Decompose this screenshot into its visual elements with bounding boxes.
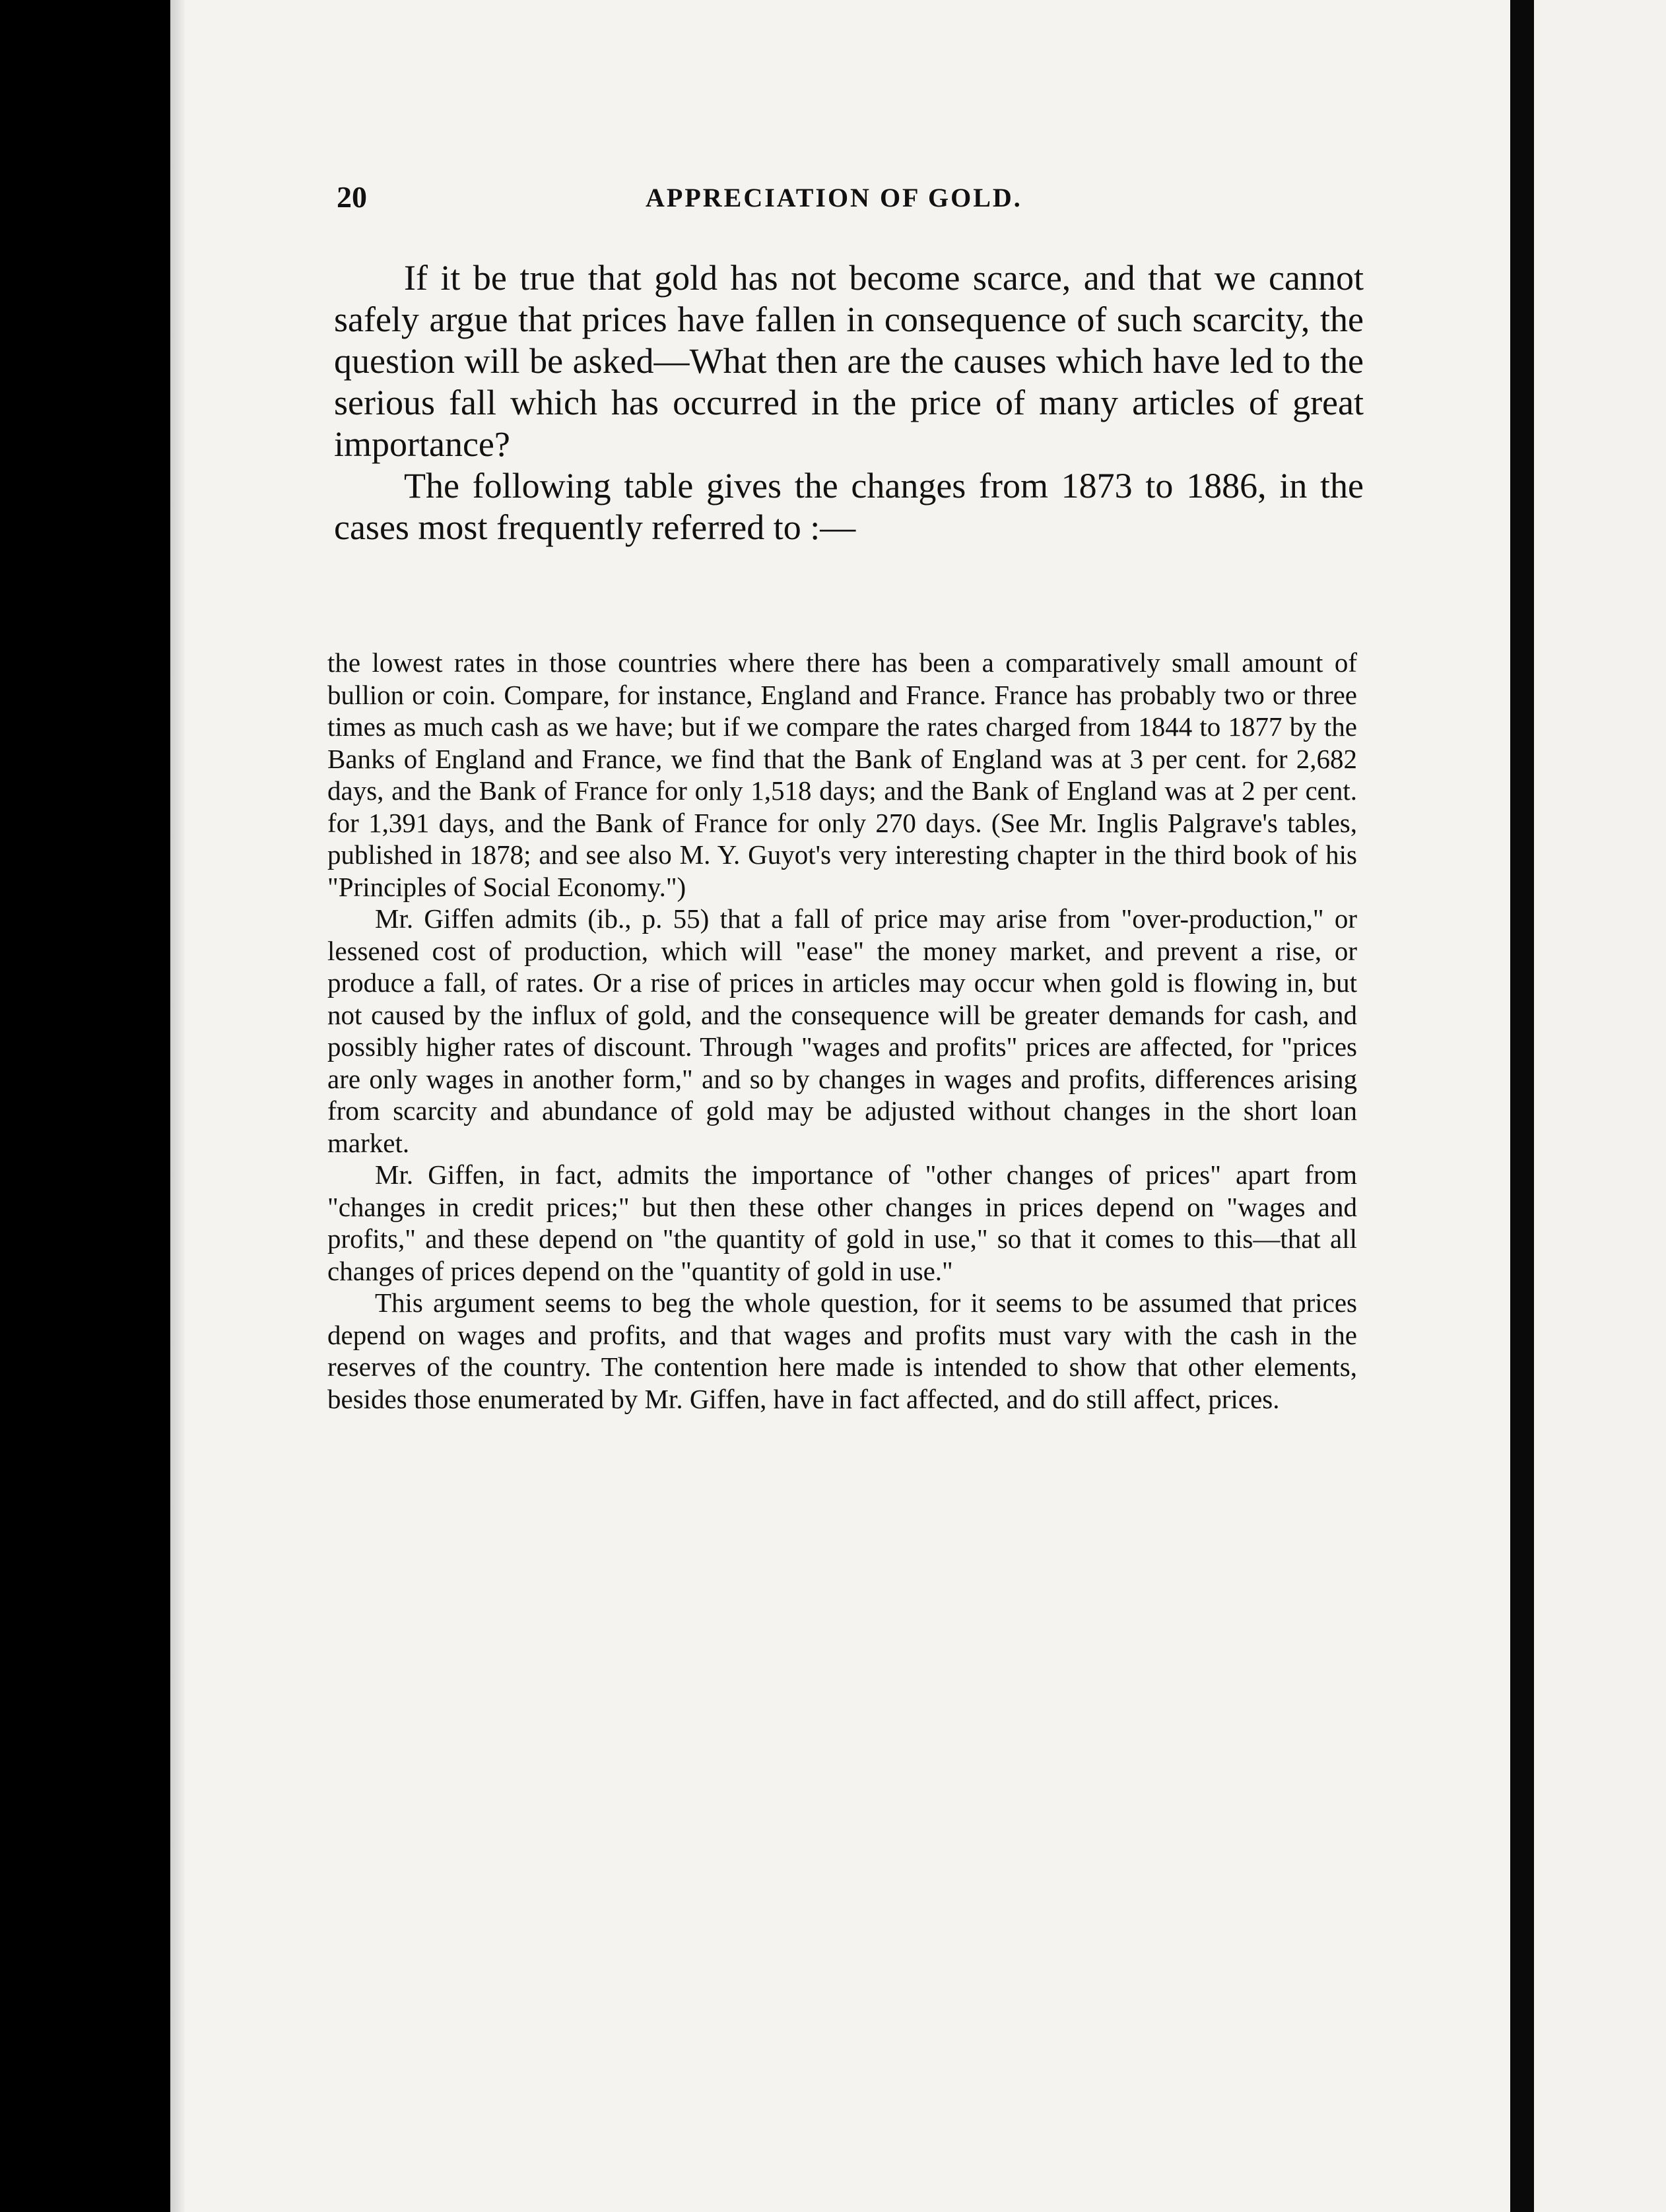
footnote-paragraph: This argument seems to beg the whole question, for it seems to be assumed that prices depend on wages and profits, and that wages and profits must vary with the cash in the reserves of the country. The contention here made is intended to show that other elements, besides those enumerated by Mr. Giffen, have in fact affected, and do still affect, prices.: [327, 1287, 1357, 1414]
page-edge-shadow: [170, 0, 185, 2212]
page-number: 20: [337, 180, 367, 214]
body-paragraph: The following table gives the changes from 1873 to 1886, in the cases most frequently referred to :—: [334, 466, 1364, 547]
facing-page-edge: [1534, 0, 1666, 2212]
body-paragraph: If it be true that gold has not become scarce, and that we cannot safely argue that prices have fallen in consequence of such scarcity, the question will be asked—What then are the causes which have led to the serious fall which has occurred in the price of many articles of great importance?: [334, 258, 1364, 464]
page-header: [337, 179, 1393, 226]
footnote-paragraph: the lowest rates in those countries where there has been a comparatively small amount of bullion or coin. Compare, for instance, England and France. France has probably two or three times as much cash as we have; but if we compare the rates charged from 1844 to 1877 by the Banks of England and France, we find that the Bank of England was at 3 per cent. for 2,682 days, and the Bank of France for only 1,518 days; and the Bank of England was at 2 per cent. for 1,391 days, and the Bank of France for only 270 days. (See Mr. Inglis Palgrave's tables, published in 1878; and see also M. Y. Guyot's very interesting chapter in the third book of his "Principles of Social Economy."): [327, 647, 1357, 902]
running-title: APPRECIATION OF GOLD.: [646, 183, 1022, 212]
footnote-text: [327, 647, 1357, 1415]
book-spine: [1510, 0, 1534, 2212]
main-text: [334, 257, 1364, 548]
footnote-paragraph: Mr. Giffen, in fact, admits the importance of "other changes of prices" apart from "changes in credit prices;" but then these other changes in prices depend on "wages and profits," and these depend on "the quantity of gold in use," so that it comes to this—that all changes of prices depend on the "quantity of gold in use.": [327, 1159, 1357, 1286]
footnote-paragraph: Mr. Giffen admits (ib., p. 55) that a fall of price may arise from "over-production," or lessened cost of production, which will "ease" the money market, and prevent a rise, or produce a fall, of rates. Or a rise of prices in articles may occur when gold is flowing in, but not caused by the influx of gold, and the consequence will be greater demands for cash, and possibly higher rates of discount. Through "wages and profits" prices are affected, for "prices are only wages in another form," and so by changes in wages and profits, differences arising from scarcity and abundance of gold may be adjusted without changes in the short loan market.: [327, 903, 1357, 1158]
